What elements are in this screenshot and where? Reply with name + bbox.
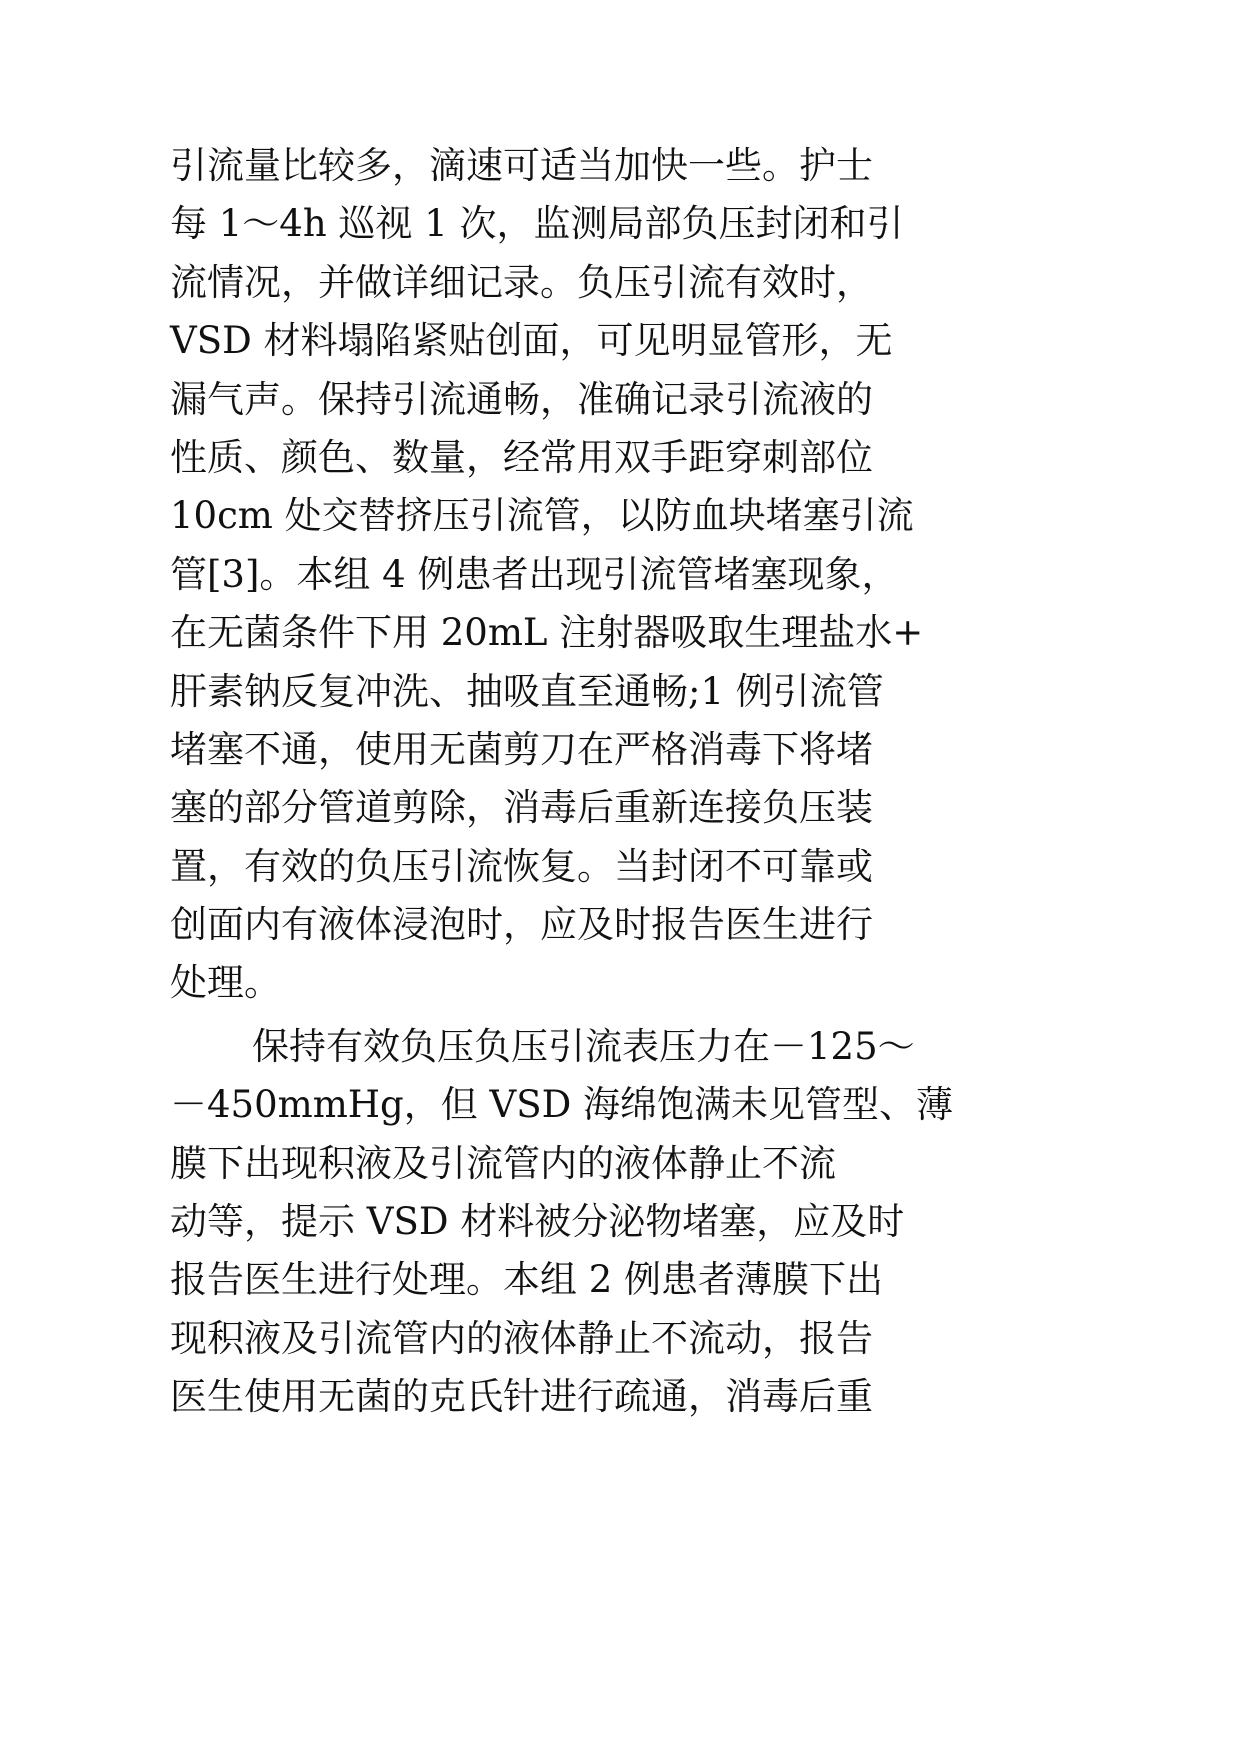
text-line: 置，有效的负压引流恢复。当封闭不可靠或: [170, 844, 873, 888]
body-text: [170, 137, 970, 1427]
text-line: 保持有效负压负压引流表压力在－125～: [252, 1024, 915, 1068]
paragraph-1: [170, 137, 970, 1013]
text-line: 动等，提示 VSD 材料被分泌物堵塞，应及时: [170, 1200, 905, 1244]
text-line: 在无菌条件下用 20mL 注射器吸取生理盐水+: [170, 611, 924, 655]
text-line: VSD 材料塌陷紧贴创面，可见明显管形，无: [170, 319, 893, 363]
text-line: 漏气声。保持引流通畅，准确记录引流液的: [170, 377, 873, 421]
text-line: 现积液及引流管内的液体静止不流动，报告: [170, 1316, 873, 1360]
paragraph-2: [170, 1018, 970, 1427]
text-line: 创面内有液体浸泡时，应及时报告医生进行: [170, 903, 873, 947]
text-line: 堵塞不通，使用无菌剪刀在严格消毒下将堵: [170, 727, 873, 771]
text-line: 处理。: [170, 961, 281, 1005]
text-line: 引流量比较多，滴速可适当加快一些。护士: [170, 144, 873, 187]
text-line: 10cm 处交替挤压引流管，以防血块堵塞引流: [170, 494, 914, 538]
text-line: 医生使用无菌的克氏针进行疏通，消毒后重: [170, 1375, 873, 1419]
text-line: 管[3]。本组 4 例患者出现引流管堵塞现象，: [170, 552, 899, 596]
text-line: －450mmHg，但 VSD 海绵饱满未见管型、薄: [170, 1083, 953, 1127]
text-line: 性质、颜色、数量，经常用双手距穿刺部位: [170, 435, 873, 479]
text-line: 报告医生进行处理。本组 2 例患者薄膜下出: [170, 1258, 884, 1302]
text-line: 肝素钠反复冲洗、抽吸直至通畅;1 例引流管: [170, 669, 884, 713]
text-line: 每 1～4h 巡视 1 次，监测局部负压封闭和引: [170, 202, 904, 246]
text-line: 流情况，并做详细记录。负压引流有效时，: [170, 260, 873, 304]
text-line: 膜下出现积液及引流管内的液体静止不流: [170, 1141, 836, 1185]
text-line: 塞的部分管道剪除，消毒后重新连接负压装: [170, 786, 873, 830]
